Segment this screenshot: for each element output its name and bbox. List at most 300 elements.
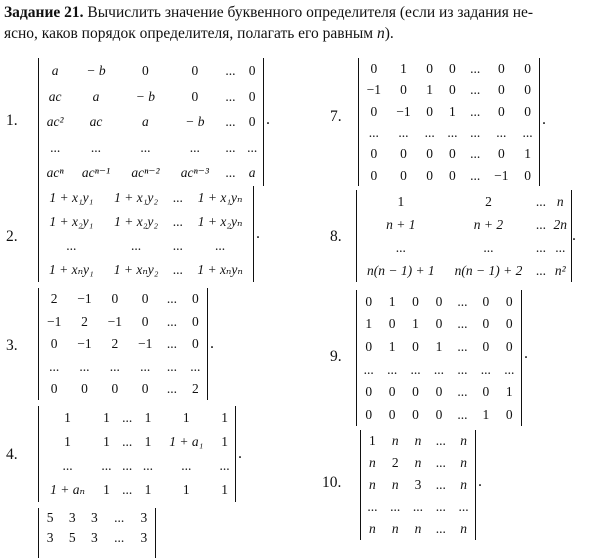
matrix-cell: ...	[50, 139, 61, 155]
matrix-row	[359, 143, 539, 164]
matrix-cell: ...	[172, 214, 183, 230]
problem-2-matrix	[39, 186, 253, 282]
matrix-cell: ...	[435, 499, 446, 515]
matrix-cell: ...	[62, 458, 73, 474]
matrix-cell: 1 + xₙy₁	[48, 262, 94, 278]
matrix-cell: ...	[480, 361, 491, 377]
matrix-cell: 3	[414, 477, 422, 493]
problem-8-determinant	[356, 190, 572, 282]
matrix-row	[359, 101, 539, 122]
matrix-cell: 5	[46, 510, 54, 525]
matrix-cell: ...	[114, 510, 125, 525]
matrix-cell: ac	[89, 114, 103, 130]
matrix-cell: 0	[248, 114, 256, 130]
matrix-cell: ...	[131, 238, 142, 254]
matrix-cell: 3	[68, 510, 76, 525]
matrix-cell: 0	[191, 63, 199, 79]
problem-2-determinant	[38, 186, 254, 282]
matrix-cell: 2	[191, 381, 199, 397]
matrix-cell: ...	[447, 124, 458, 140]
matrix-cell: −1	[77, 336, 92, 352]
matrix-cell: ...	[435, 455, 446, 471]
matrix-cell: ...	[504, 361, 515, 377]
matrix-cell: 0	[412, 406, 419, 422]
matrix-cell: 1	[388, 293, 396, 309]
matrix-cell: ac	[48, 88, 62, 104]
matrix-cell: n + 1	[386, 216, 416, 232]
matrix-cell: n	[414, 455, 422, 471]
problem-5-determinant	[38, 508, 156, 558]
matrix-cell: 0	[435, 316, 443, 332]
matrix-cell: −1	[137, 336, 153, 352]
matrix-cell: 0	[497, 60, 505, 76]
problem-4-period: .	[238, 445, 242, 462]
matrix-cell: 0	[412, 293, 419, 309]
matrix-row	[39, 160, 263, 186]
matrix-row	[359, 165, 539, 186]
matrix-cell: − b	[86, 63, 106, 79]
matrix-cell: n	[460, 433, 467, 449]
problem-10-matrix	[361, 430, 475, 540]
matrix-row	[39, 210, 253, 234]
matrix-cell: 0	[81, 381, 88, 397]
matrix-cell: ...	[166, 358, 178, 374]
matrix-cell: 0	[370, 167, 378, 183]
matrix-cell: 1	[435, 338, 443, 354]
matrix-cell: 0	[524, 60, 531, 76]
matrix-row	[357, 335, 521, 358]
problem-2-number: 2.	[6, 228, 18, 245]
matrix-cell: 0	[482, 293, 490, 309]
matrix-cell: 2	[485, 193, 492, 209]
matrix-row	[39, 58, 263, 84]
task-text-line1: Вычислить значение буквенного определителя (если из задания не-	[83, 4, 534, 21]
matrix-cell: 0	[141, 313, 149, 329]
matrix-cell: 1 + x₁yₙ	[197, 190, 243, 206]
matrix-cell: 0	[248, 63, 256, 79]
matrix-cell: ...	[522, 124, 533, 140]
matrix-cell: ...	[457, 338, 468, 354]
matrix-row	[39, 508, 155, 528]
matrix-cell: ...	[166, 313, 178, 329]
matrix-row	[361, 474, 475, 496]
matrix-row	[357, 290, 521, 313]
problem-4-determinant	[38, 406, 236, 502]
matrix-cell: 1	[182, 410, 190, 426]
matrix-cell: n	[460, 477, 467, 493]
matrix-cell: −1	[494, 167, 509, 183]
matrix-row	[39, 258, 253, 282]
matrix-row	[359, 122, 539, 143]
matrix-cell: 0	[482, 316, 490, 332]
matrix-cell: 5	[68, 529, 76, 545]
matrix-cell: 0	[524, 167, 531, 183]
matrix-cell: 2	[81, 313, 88, 329]
matrix-cell: ...	[109, 358, 120, 374]
problem-1-matrix	[39, 58, 263, 186]
matrix-cell: 0	[365, 338, 373, 354]
matrix-cell: 0	[141, 291, 149, 307]
problem-7-period: .	[542, 111, 546, 128]
matrix-cell: 2n	[553, 216, 568, 232]
matrix-cell: ...	[470, 82, 481, 98]
matrix-cell: ...	[457, 316, 468, 332]
matrix-cell: 1	[369, 433, 376, 449]
problem-7-number: 7.	[330, 108, 342, 125]
matrix-cell: ...	[496, 124, 507, 140]
matrix-cell: −1	[396, 103, 411, 119]
matrix-cell: ...	[225, 63, 236, 79]
problem-10-determinant	[360, 430, 476, 540]
matrix-cell: 1	[397, 193, 405, 209]
problem-3-period: .	[210, 335, 214, 352]
matrix-cell: 1	[400, 60, 407, 76]
matrix-cell: −1	[107, 313, 122, 329]
matrix-cell: ...	[66, 238, 77, 254]
problem-8-number: 8.	[330, 228, 342, 245]
matrix-cell: − b	[185, 114, 205, 130]
matrix-cell: 1	[505, 384, 513, 400]
matrix-cell: ...	[190, 358, 201, 374]
matrix-cell: ...	[458, 499, 469, 515]
matrix-row	[357, 259, 571, 282]
matrix-cell: 1	[64, 410, 71, 426]
matrix-cell: 1	[103, 482, 110, 498]
matrix-cell: 0	[400, 167, 407, 183]
matrix-cell: n	[414, 521, 422, 537]
matrix-cell: ...	[247, 139, 258, 155]
matrix-cell: acⁿ⁻¹	[81, 165, 111, 181]
matrix-cell: − b	[135, 88, 156, 104]
matrix-row	[39, 528, 155, 548]
matrix-row	[39, 454, 235, 478]
matrix-cell: 0	[497, 82, 505, 98]
matrix-cell: 0	[365, 293, 373, 309]
matrix-cell: ...	[535, 262, 546, 278]
matrix-cell: ...	[457, 384, 468, 400]
matrix-cell: a	[248, 165, 256, 181]
matrix-cell: 0	[505, 338, 513, 354]
matrix-cell: ...	[457, 361, 468, 377]
matrix-cell: ...	[166, 336, 178, 352]
matrix-cell: 1	[426, 82, 433, 98]
matrix-cell: ...	[367, 499, 378, 515]
matrix-cell: 0	[435, 384, 443, 400]
matrix-cell: a	[92, 88, 100, 104]
matrix-cell: n	[369, 477, 376, 493]
matrix-row	[361, 430, 475, 452]
matrix-row	[357, 236, 571, 259]
matrix-cell: ...	[172, 262, 183, 278]
matrix-cell: 0	[388, 384, 396, 400]
matrix-cell: ...	[535, 239, 546, 255]
matrix-cell: 0	[449, 82, 456, 98]
matrix-cell: 1	[388, 338, 396, 354]
matrix-cell: 0	[505, 406, 513, 422]
matrix-cell: 0	[370, 60, 378, 76]
matrix-cell: ...	[122, 482, 133, 498]
matrix-cell: 0	[50, 336, 58, 352]
matrix-cell: −1	[77, 291, 92, 307]
matrix-cell: 1	[221, 410, 228, 426]
matrix-row	[39, 288, 207, 310]
problem-9-period: .	[524, 345, 528, 362]
problem-9-matrix	[357, 290, 521, 426]
matrix-cell: 0	[497, 146, 505, 162]
matrix-cell: ...	[410, 361, 421, 377]
matrix-cell: n(n − 1) + 1	[366, 262, 435, 278]
matrix-cell: 0	[426, 60, 433, 76]
matrix-cell: ...	[470, 103, 481, 119]
matrix-cell: 1	[103, 410, 110, 426]
matrix-cell: ...	[225, 139, 236, 155]
matrix-cell: 3	[91, 510, 98, 525]
matrix-cell: ...	[140, 358, 151, 374]
matrix-cell: 0	[191, 88, 199, 104]
matrix-cell: 0	[412, 384, 419, 400]
matrix-cell: 0	[400, 82, 407, 98]
matrix-cell: ...	[122, 410, 133, 426]
matrix-cell: ...	[363, 361, 374, 377]
matrix-cell: ...	[219, 458, 230, 474]
matrix-row	[39, 355, 207, 377]
matrix-cell: 0	[191, 291, 199, 307]
matrix-cell: ...	[457, 406, 468, 422]
matrix-cell: ...	[395, 239, 406, 255]
matrix-cell: a	[51, 63, 59, 79]
matrix-cell: n	[369, 455, 376, 471]
matrix-cell: ...	[166, 291, 178, 307]
matrix-row	[359, 79, 539, 100]
matrix-cell: ...	[535, 216, 546, 232]
task-text-line2-start: ясно, каков порядок определителя, полагать его равным	[4, 25, 377, 42]
matrix-cell: ...	[435, 521, 446, 537]
matrix-cell: 0	[435, 293, 443, 309]
matrix-cell: ...	[189, 139, 200, 155]
matrix-cell: ...	[483, 239, 494, 255]
matrix-cell: 0	[524, 103, 531, 119]
matrix-cell: 3	[46, 529, 54, 545]
matrix-cell: ...	[368, 124, 379, 140]
matrix-row	[357, 213, 571, 236]
problem-1-period: .	[266, 111, 270, 128]
matrix-cell: ...	[181, 458, 192, 474]
matrix-row	[39, 234, 253, 258]
matrix-cell: 1 + x₁y₂	[114, 190, 159, 206]
task-text-n: n	[377, 25, 385, 42]
matrix-row	[357, 381, 521, 404]
matrix-row	[39, 186, 253, 210]
matrix-row	[39, 378, 207, 400]
matrix-cell: ...	[172, 238, 183, 254]
matrix-cell: n	[556, 193, 564, 209]
matrix-cell: n²	[554, 262, 566, 278]
matrix-cell: 0	[449, 60, 456, 76]
matrix-cell: ...	[387, 361, 398, 377]
matrix-row	[39, 430, 235, 454]
matrix-cell: 0	[191, 336, 199, 352]
matrix-row	[357, 313, 521, 336]
matrix-cell: ...	[90, 139, 102, 155]
matrix-cell: 0	[111, 381, 119, 397]
matrix-cell: 1	[221, 482, 228, 498]
matrix-cell: ...	[225, 88, 236, 104]
task-text-line2-end: ).	[384, 25, 394, 42]
matrix-row	[357, 358, 521, 381]
matrix-cell: ...	[140, 139, 151, 155]
matrix-cell: 0	[365, 384, 373, 400]
matrix-cell: ...	[215, 238, 226, 254]
matrix-cell: ...	[424, 124, 435, 140]
matrix-cell: 0	[505, 316, 513, 332]
matrix-cell: 1	[144, 434, 152, 450]
matrix-cell: 1	[482, 406, 490, 422]
matrix-cell: ...	[225, 114, 236, 130]
matrix-cell: ...	[457, 293, 468, 309]
matrix-cell: 0	[400, 146, 407, 162]
matrix-cell: ...	[412, 499, 424, 515]
matrix-row	[357, 403, 521, 426]
matrix-cell: 0	[370, 146, 378, 162]
problem-5-matrix	[39, 508, 155, 547]
matrix-row	[39, 333, 207, 355]
matrix-cell: 0	[505, 293, 513, 309]
problem-10-period: .	[478, 473, 482, 490]
problem-4-number: 4.	[6, 446, 18, 463]
matrix-cell: 0	[426, 146, 433, 162]
matrix-cell: −1	[46, 313, 62, 329]
matrix-cell: ...	[435, 433, 446, 449]
matrix-cell: 1	[412, 316, 419, 332]
matrix-cell: ...	[142, 458, 153, 474]
matrix-cell: 3	[140, 510, 148, 525]
matrix-cell: 1 + x₂y₂	[114, 214, 159, 230]
matrix-cell: −1	[366, 82, 381, 98]
matrix-cell: n	[414, 433, 422, 449]
task-header	[4, 2, 594, 44]
matrix-row	[39, 406, 235, 430]
matrix-cell: 1 + aₙ	[50, 482, 85, 498]
matrix-cell: 1 + xₙyₙ	[197, 262, 243, 278]
matrix-cell: 3	[140, 529, 148, 545]
problem-9-determinant	[356, 290, 522, 426]
matrix-cell: 1 + x₁y₁	[49, 190, 94, 206]
matrix-cell: n	[391, 433, 399, 449]
matrix-cell: ...	[122, 434, 133, 450]
matrix-cell: ...	[49, 358, 60, 374]
problem-8-matrix	[357, 190, 571, 282]
matrix-cell: 0	[482, 338, 490, 354]
matrix-cell: 1 + x₂yₙ	[197, 214, 243, 230]
problem-7-matrix	[359, 58, 539, 186]
matrix-cell: 0	[248, 88, 256, 104]
matrix-cell: 1	[144, 410, 152, 426]
matrix-cell: n	[391, 521, 399, 537]
matrix-cell: ...	[166, 381, 178, 397]
matrix-cell: acⁿ⁻³	[180, 165, 209, 181]
matrix-cell: acⁿ⁻²	[131, 165, 160, 181]
matrix-cell: 0	[426, 103, 433, 119]
matrix-row	[357, 190, 571, 213]
matrix-cell: 0	[388, 316, 396, 332]
matrix-cell: 1 + xₙy₂	[113, 262, 159, 278]
problem-10-number: 10.	[322, 474, 342, 491]
matrix-cell: n	[460, 521, 467, 537]
matrix-cell: n	[460, 455, 467, 471]
matrix-row	[359, 58, 539, 79]
matrix-cell: 1 + a₁	[169, 434, 204, 450]
matrix-cell: ...	[435, 477, 446, 493]
matrix-row	[39, 135, 263, 161]
matrix-cell: 1	[182, 482, 190, 498]
matrix-cell: 0	[111, 291, 119, 307]
matrix-cell: 1	[365, 316, 373, 332]
matrix-cell: ...	[555, 239, 566, 255]
problem-3-number: 3.	[6, 337, 18, 354]
matrix-cell: 0	[370, 103, 378, 119]
matrix-cell: ...	[470, 146, 481, 162]
matrix-cell: ...	[398, 124, 409, 140]
matrix-cell: ...	[470, 124, 481, 140]
matrix-cell: n + 2	[473, 216, 504, 232]
matrix-cell: 0	[50, 381, 58, 397]
matrix-cell: ...	[535, 193, 546, 209]
matrix-cell: ...	[122, 458, 133, 474]
matrix-cell: n(n − 1) + 2	[454, 262, 523, 278]
matrix-cell: 0	[449, 167, 456, 183]
matrix-row	[361, 496, 475, 518]
problem-9-number: 9.	[330, 348, 342, 365]
matrix-cell: 0	[497, 103, 505, 119]
matrix-cell: ...	[470, 167, 481, 183]
matrix-row	[361, 518, 475, 540]
matrix-cell: 0	[388, 406, 396, 422]
matrix-cell: 1	[64, 434, 71, 450]
matrix-cell: n	[369, 521, 376, 537]
matrix-cell: 1	[524, 146, 531, 162]
matrix-cell: ...	[470, 60, 481, 76]
matrix-cell: ...	[225, 165, 236, 181]
matrix-cell: 0	[426, 167, 433, 183]
matrix-cell: 0	[482, 384, 490, 400]
problem-2-period: .	[256, 225, 260, 242]
matrix-cell: 0	[449, 146, 456, 162]
matrix-cell: 1 + x₂y₁	[49, 214, 94, 230]
problem-1-number: 1.	[6, 112, 18, 129]
matrix-cell: ...	[101, 458, 112, 474]
matrix-cell: ...	[114, 529, 125, 545]
matrix-cell: 3	[91, 529, 98, 545]
matrix-row	[39, 109, 263, 135]
matrix-cell: 0	[142, 63, 149, 79]
matrix-cell: 0	[191, 313, 199, 329]
matrix-cell: ac²	[46, 114, 64, 130]
matrix-cell: ...	[79, 358, 90, 374]
matrix-cell: 2	[111, 336, 119, 352]
matrix-cell: 0	[435, 406, 443, 422]
matrix-cell: ...	[390, 499, 401, 515]
matrix-cell: 0	[365, 406, 373, 422]
matrix-cell: 0	[412, 338, 419, 354]
problem-7-determinant	[358, 58, 540, 186]
problem-4-matrix	[39, 406, 235, 502]
matrix-cell: 0	[524, 82, 531, 98]
matrix-row	[361, 452, 475, 474]
problem-3-matrix	[39, 288, 207, 400]
problem-8-period: .	[572, 227, 576, 244]
matrix-cell: ...	[433, 361, 445, 377]
matrix-cell: 2	[391, 455, 399, 471]
